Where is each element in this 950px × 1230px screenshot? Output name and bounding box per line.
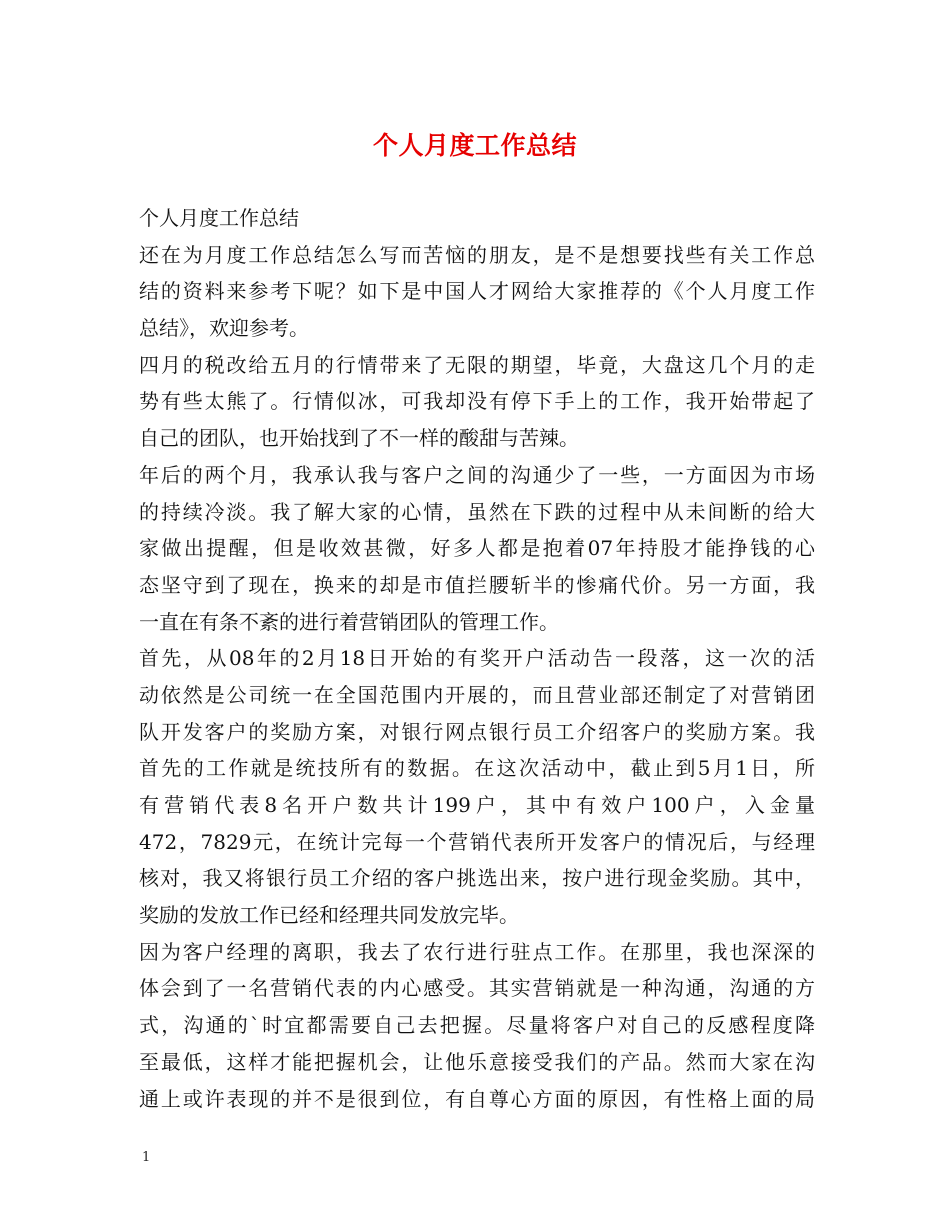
body-line: 个人月度工作总结	[139, 206, 299, 230]
body-line: 至最低，这样才能把握机会，让他乐意接受我们的产品。然而大家在沟	[139, 1049, 815, 1074]
body-line: 年后的两个月，我承认我与客户之间的沟通少了一些，一方面因为市场	[139, 462, 815, 487]
body-line: 一直在有条不紊的进行着营销团队的管理工作。	[139, 609, 559, 634]
body-line: 自己的团队，也开始找到了不一样的酸甜与苦辣。	[139, 426, 579, 451]
document-title: 个人月度工作总结	[372, 131, 577, 160]
body-line: 体会到了一名营销代表的内心感受。其实营销就是一种沟通，沟通的方	[139, 976, 815, 1001]
body-line: 因为客户经理的离职，我去了农行进行驻点工作。在那里，我也深深的	[139, 939, 815, 964]
body-line: 首先的工作就是统技所有的数据。在这次活动中，截止到5月1日，所	[139, 756, 815, 781]
body-line: 式，沟通的`时宜都需要自己去把握。尽量将客户对自己的反感程度降	[139, 1013, 815, 1038]
body-line: 的持续冷淡。我了解大家的心情，虽然在下跌的过程中从未间断的给大	[139, 499, 815, 524]
body-line: 有营销代表8名开户数共计199户，其中有效户100户，入金量	[139, 793, 815, 817]
body-line: 队开发客户的奖励方案，对银行网点银行员工介绍客户的奖励方案。我	[139, 719, 815, 744]
body-line: 总结》，欢迎参考。	[139, 316, 309, 341]
body-line: 结的资料来参考下呢？如下是中国人才网给大家推荐的《个人月度工作	[139, 279, 815, 304]
body-line: 势有些太熊了。行情似冰，可我却没有停下手上的工作，我开始带起了	[139, 389, 815, 414]
body-line: 态坚守到了现在，换来的却是市值拦腰斩半的惨痛代价。另一方面，我	[139, 572, 815, 597]
body-line: 通上或许表现的并不是很到位，有自尊心方面的原因，有性格上面的局	[139, 1086, 815, 1111]
body-line: 奖励的发放工作已经和经理共同发放完毕。	[139, 903, 519, 928]
body-line: 472，7829元，在统计完每一个营销代表所开发客户的情况后，与经理	[139, 829, 815, 854]
page-number: 1	[142, 1150, 151, 1165]
document-body	[139, 200, 815, 1117]
body-line: 首先，从08年的2月18日开始的有奖开户活动告一段落，这一次的活	[139, 646, 815, 671]
body-line: 四月的税改给五月的行情带来了无限的期望，毕竟，大盘这几个月的走	[139, 352, 815, 377]
body-line: 家做出提醒，但是收效甚微，好多人都是抱着07年持股才能挣钱的心	[139, 536, 815, 561]
body-line: 动依然是公司统一在全国范围内开展的，而且营业部还制定了对营销团	[139, 682, 815, 707]
body-line: 还在为月度工作总结怎么写而苦恼的朋友，是不是想要找些有关工作总	[139, 242, 815, 267]
body-line: 核对，我又将银行员工介绍的客户挑选出来，按户进行现金奖励。其中，	[139, 866, 815, 891]
